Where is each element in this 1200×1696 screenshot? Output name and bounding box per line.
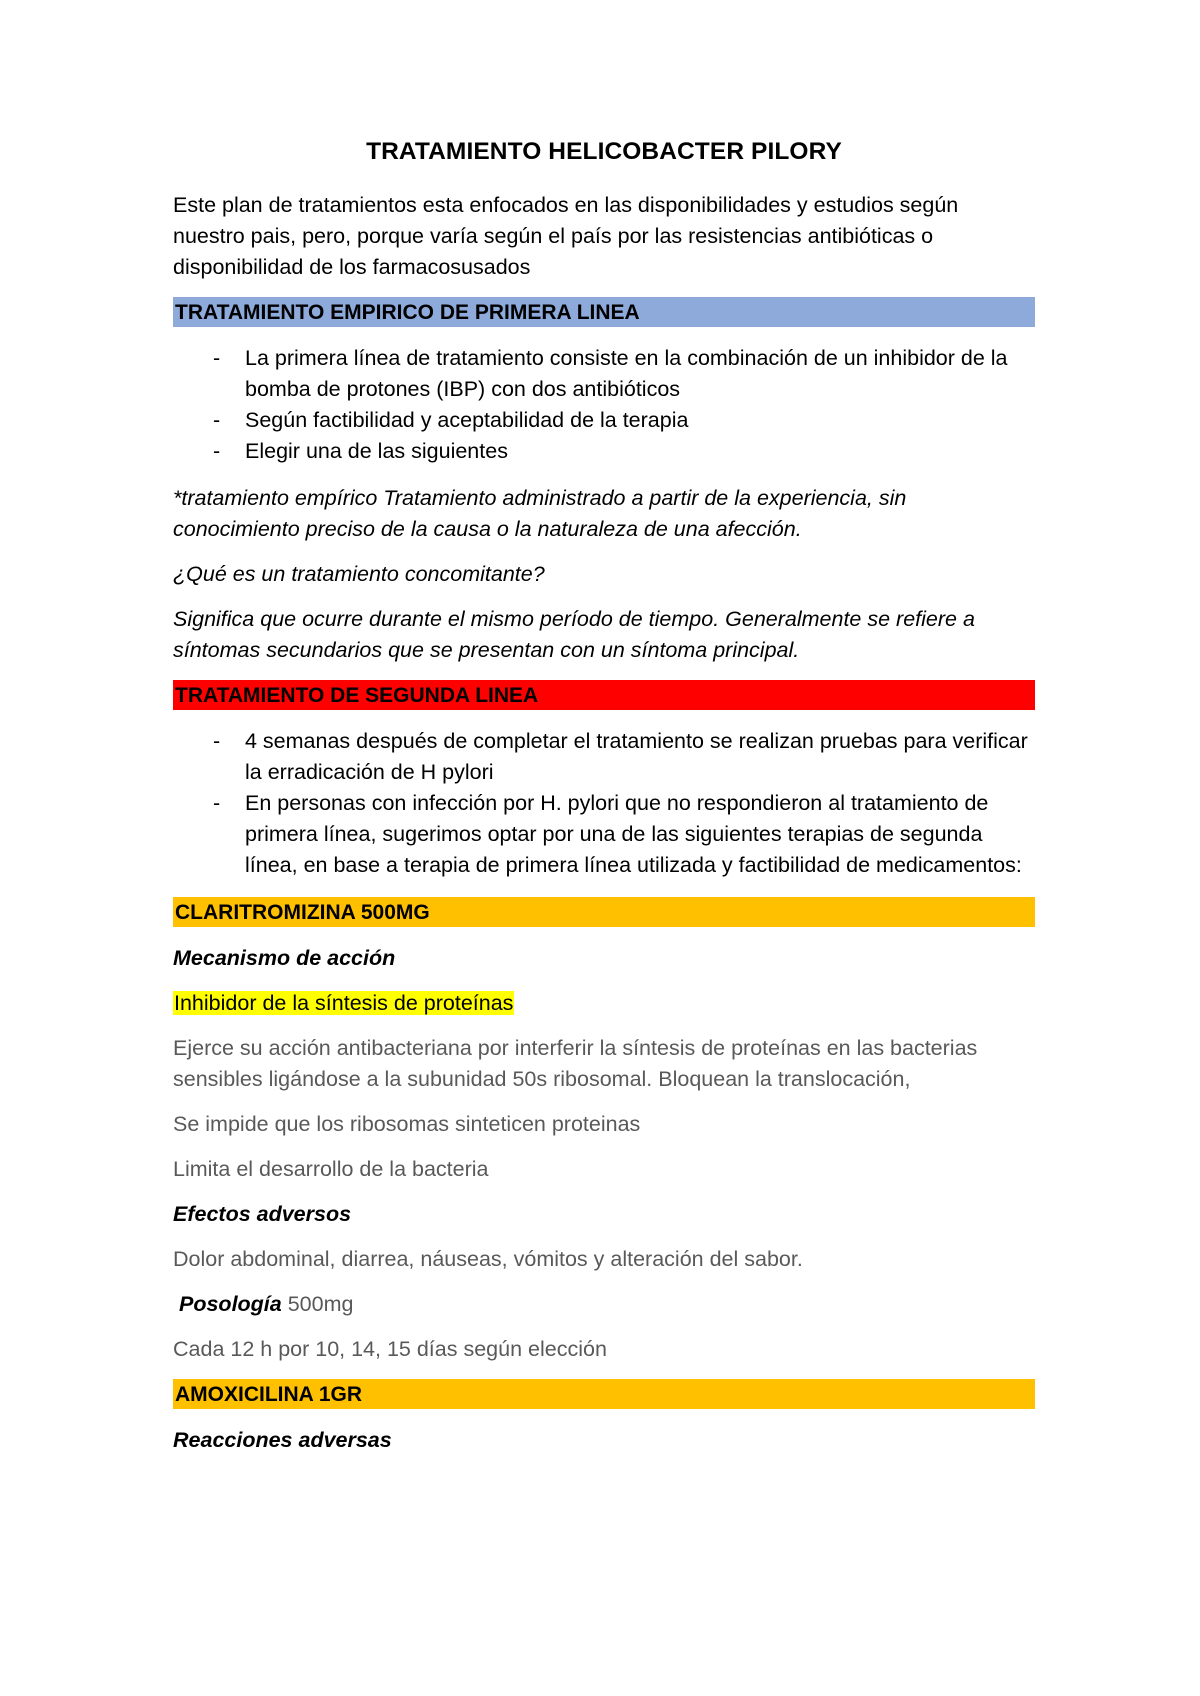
mechanism-line-3: Limita el desarrollo de la bacteria bbox=[173, 1157, 489, 1181]
mechanism-highlight: Inhibidor de la síntesis de proteínas bbox=[174, 991, 514, 1015]
list-item bbox=[173, 726, 1035, 788]
list-item-text: En personas con infección por H. pylori que no respondieron al tratamiento de primera línea, sugerimos optar por una de las siguientes terapias de segunda línea, en base a terapia de primera línea utilizada y factibilidad de medicamentos: bbox=[245, 791, 1022, 877]
section-heading-amoxicilina: AMOXICILINA 1GR bbox=[173, 1379, 1035, 1409]
concomitant-question: ¿Qué es un tratamiento concomitante? bbox=[173, 562, 545, 586]
list-item-text: 4 semanas después de completar el tratamiento se realizan pruebas para verificar la erradicación de H pylori bbox=[245, 729, 1028, 784]
empirical-note: *tratamiento empírico Tratamiento administrado a partir de la experiencia, sin conocimiento preciso de la causa o la naturaleza de una afección. bbox=[173, 486, 907, 541]
mechanism-highlight-paragraph bbox=[173, 988, 1035, 1019]
dosage-label: Posología bbox=[179, 1292, 282, 1316]
section-heading-claritromizina: CLARITROMIZINA 500MG bbox=[173, 897, 1035, 927]
dosage-paragraph bbox=[173, 1289, 1035, 1320]
list-item bbox=[173, 788, 1035, 881]
section-heading-first-line: TRATAMIENTO EMPIRICO DE PRIMERA LINEA bbox=[173, 297, 1035, 327]
list-item bbox=[173, 343, 1035, 405]
list-item-text: La primera línea de tratamiento consiste en la combinación de un inhibidor de la bomba de protones (IBP) con dos antibióticos bbox=[245, 346, 1008, 401]
list-item bbox=[173, 405, 1035, 436]
list-item-text: Según factibilidad y aceptabilidad de la terapia bbox=[245, 408, 689, 432]
effects-text: Dolor abdominal, diarrea, náuseas, vómitos y alteración del sabor. bbox=[173, 1247, 803, 1271]
first-line-list bbox=[173, 343, 1035, 467]
document-title: TRATAMIENTO HELICOBACTER PILORY bbox=[366, 138, 842, 165]
dash-marker: - bbox=[213, 729, 221, 753]
dosage-value: 500mg bbox=[281, 1292, 354, 1316]
reactions-label: Reacciones adversas bbox=[173, 1428, 392, 1452]
dosage-schedule: Cada 12 h por 10, 14, 15 días según elección bbox=[173, 1337, 607, 1361]
intro-paragraph: Este plan de tratamientos esta enfocados en las disponibilidades y estudios según nuestro pais, pero, porque varía según el país por las resistencias antibióticas o disponibilidad de los farmacosusados bbox=[173, 193, 959, 279]
mechanism-line-2: Se impide que los ribosomas sinteticen proteinas bbox=[173, 1112, 641, 1136]
dash-marker: - bbox=[213, 791, 221, 815]
dash-marker: - bbox=[213, 346, 221, 370]
list-item bbox=[173, 436, 1035, 467]
dash-marker: - bbox=[213, 408, 221, 432]
mechanism-text: Ejerce su acción antibacteriana por interferir la síntesis de proteínas en las bacterias sensibles ligándose a la subunidad 50s ribosomal. Bloquean la translocación, bbox=[173, 1036, 978, 1091]
dash-marker: - bbox=[213, 439, 221, 463]
section-heading-second-line: TRATAMIENTO DE SEGUNDA LINEA bbox=[173, 680, 1035, 710]
second-line-list bbox=[173, 726, 1035, 881]
concomitant-answer: Significa que ocurre durante el mismo período de tiempo. Generalmente se refiere a síntomas secundarios que se presentan con un síntoma principal. bbox=[173, 607, 975, 662]
mechanism-label: Mecanismo de acción bbox=[173, 946, 396, 970]
document-page bbox=[173, 138, 1035, 1470]
effects-label: Efectos adversos bbox=[173, 1202, 352, 1226]
list-item-text: Elegir una de las siguientes bbox=[245, 439, 508, 463]
